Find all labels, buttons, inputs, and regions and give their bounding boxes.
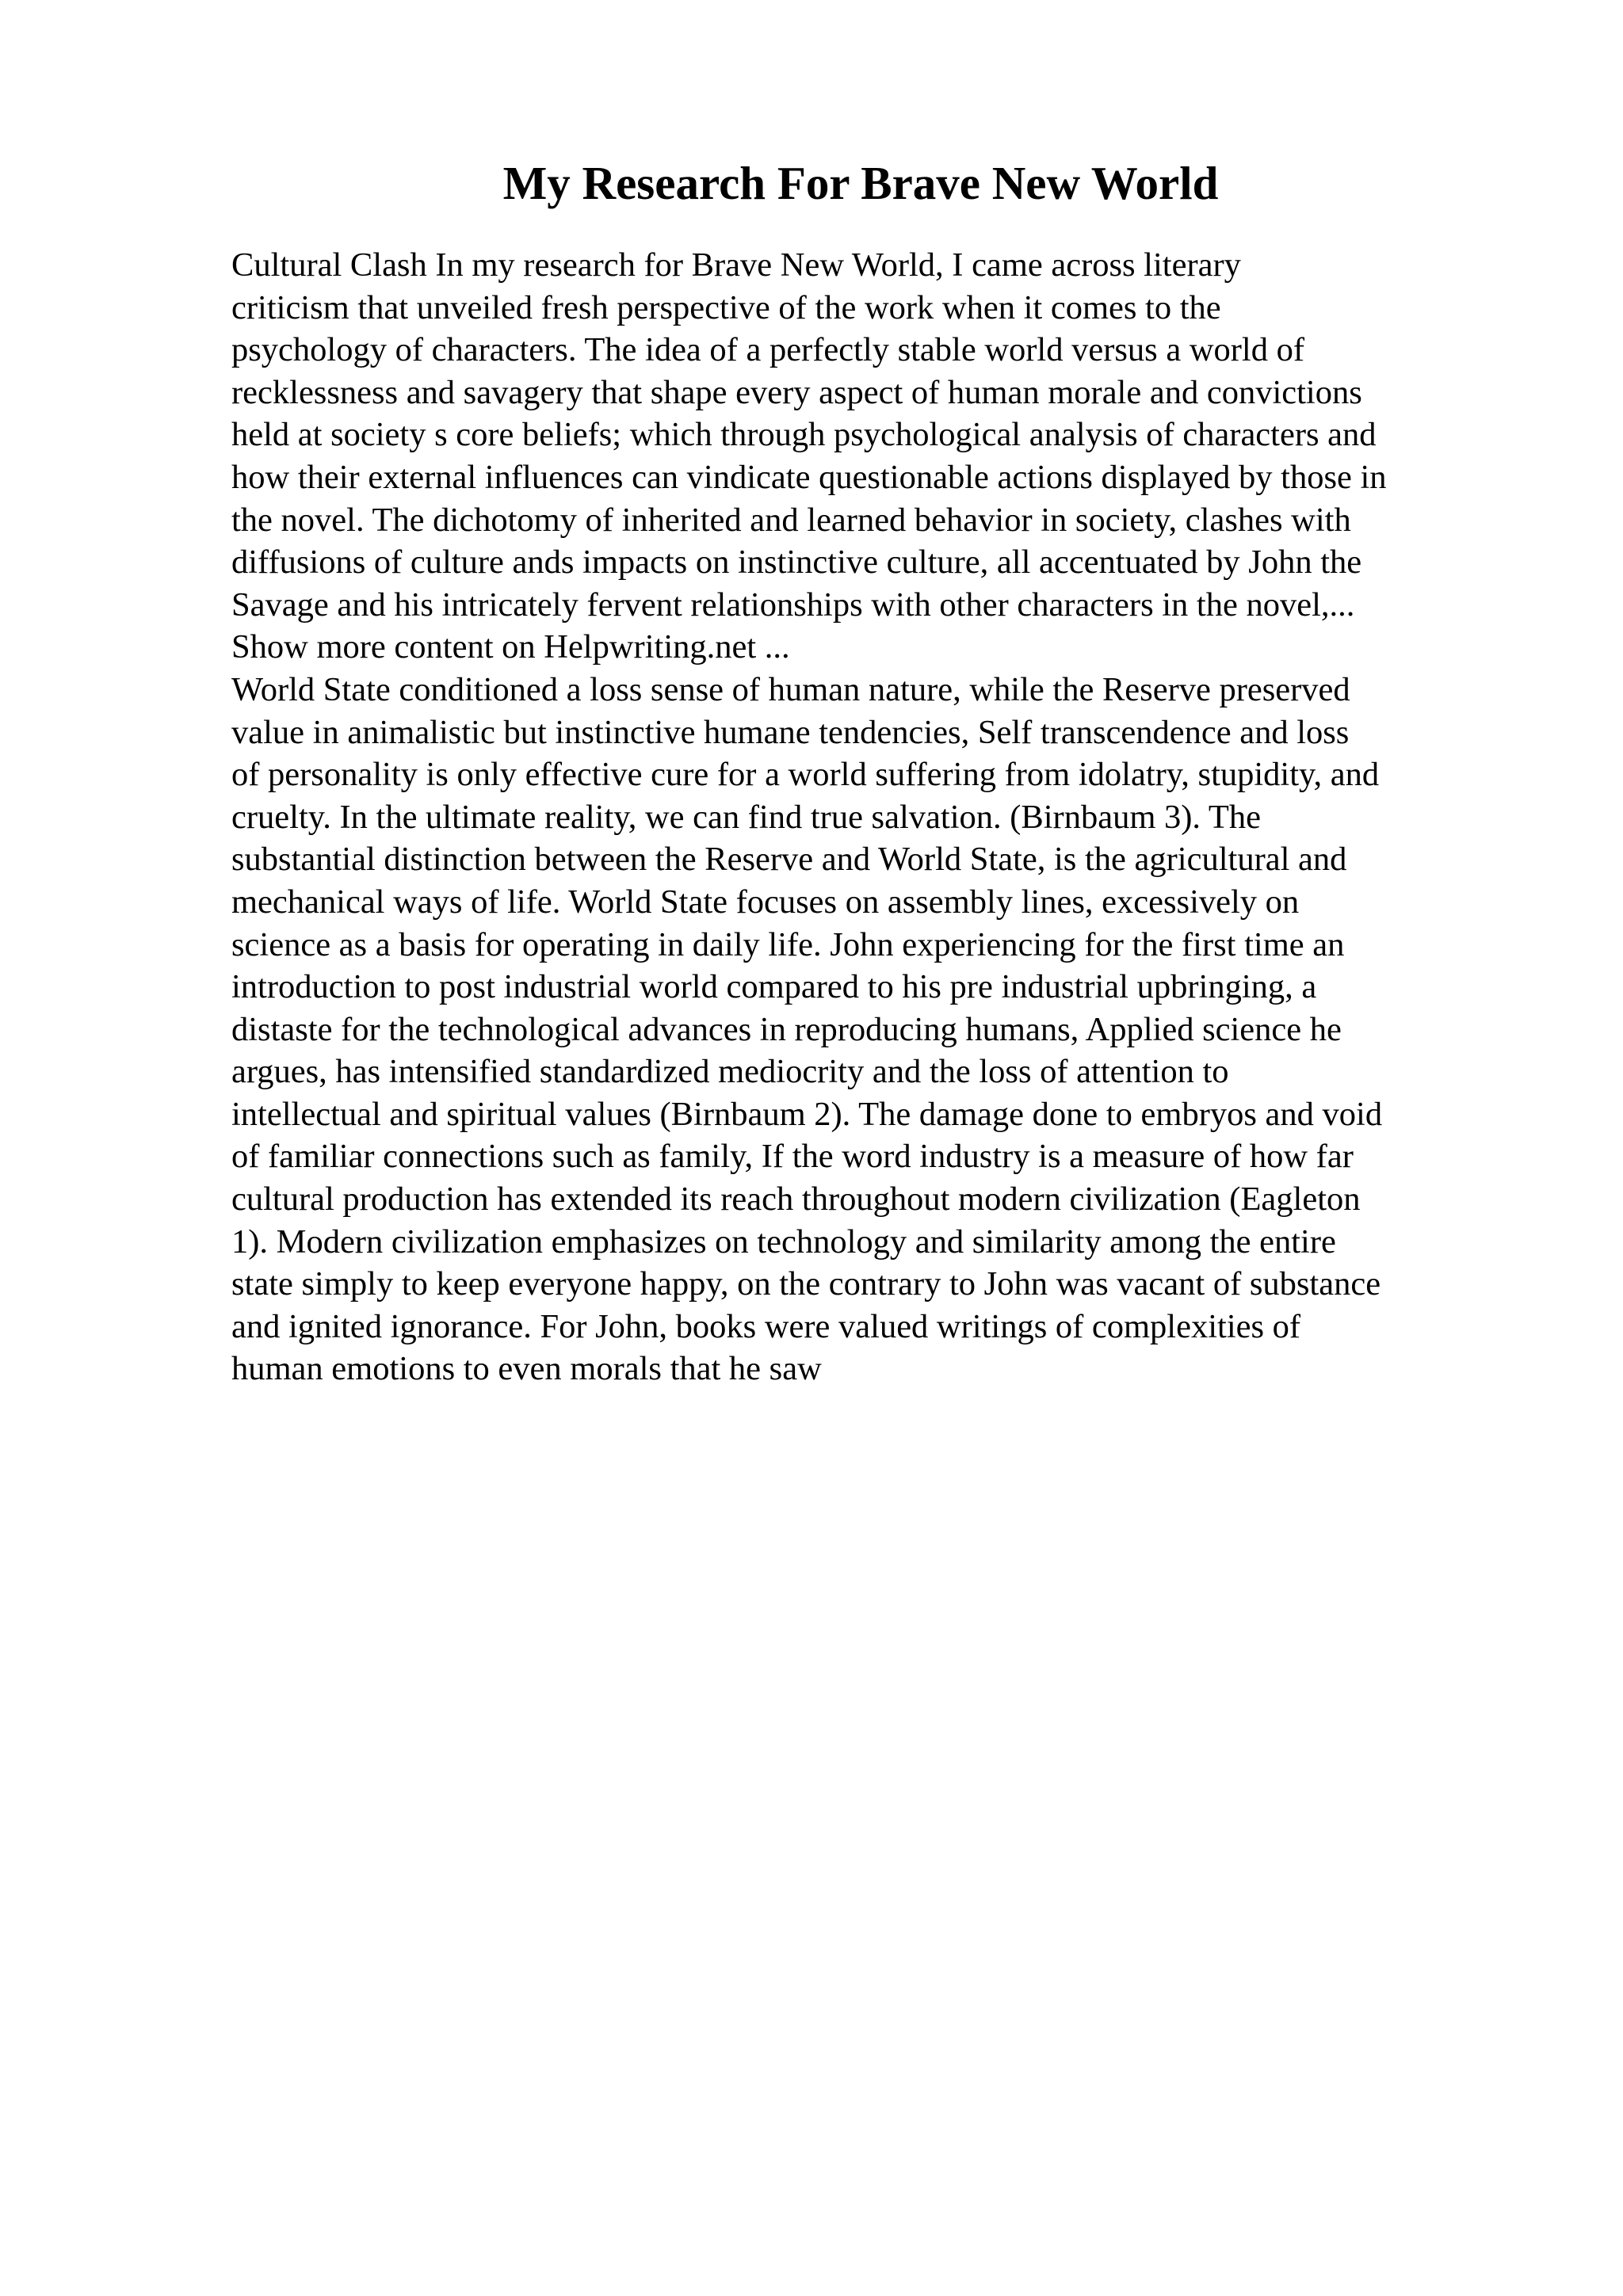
document-title: My Research For Brave New World (502, 157, 1219, 209)
document-body (231, 244, 1531, 1390)
paragraph-cultural-clash: Cultural Clash In my research for Brave New World, I came across literary criticism that unveiled fresh perspective of the work when it comes to the psychology of characters. The idea of a perfectly stable world versus a world of recklessness and savagery that shape every aspect of human morale and convictions held at society s core beliefs; which through psychological analysis of characters and how their external influences can vindicate questionable actions displayed by those in the novel. The dichotomy of inherited and learned behavior in society, clashes with diffusions of culture ands impacts on instinctive culture, all accentuated by John the Savage and his intricately fervent relationships with other characters in the novel,... Show more content on Helpwriting.net ... (231, 246, 1387, 666)
paragraph-world-state: World State conditioned a loss sense of human nature, while the Reserve preserved value in animalistic but instinctive humane tendencies, Self transcendence and loss of personality is only effective cure for a world suffering from idolatry, stupidity, and cruelty. In the ultimate reality, we can find true salvation. (Birnbaum 3). The substantial distinction between the Reserve and World State, is the agricultural and mechanical ways of life. World State focuses on assembly lines, excessively on science as a basis for operating in daily life. John experiencing for the first time an introduction to post industrial world compared to his pre industrial upbringing, a distaste for the technological advances in reproducing humans, Applied science he argues, has intensified standardized mediocrity and the loss of attention to intellectual and spiritual values (Birnbaum 2). The damage done to embryos and void of familiar connections such as family, If the word industry is a measure of how far cultural production has extended its reach throughout modern civilization (Eagleton 1). Modern civilization emphasizes on technology and similarity among the entire state simply to keep everyone happy, on the contrary to John was vacant of substance and ignited ignorance. For John, books were valued writings of complexities of human emotions to even morals that he saw (231, 670, 1383, 1388)
